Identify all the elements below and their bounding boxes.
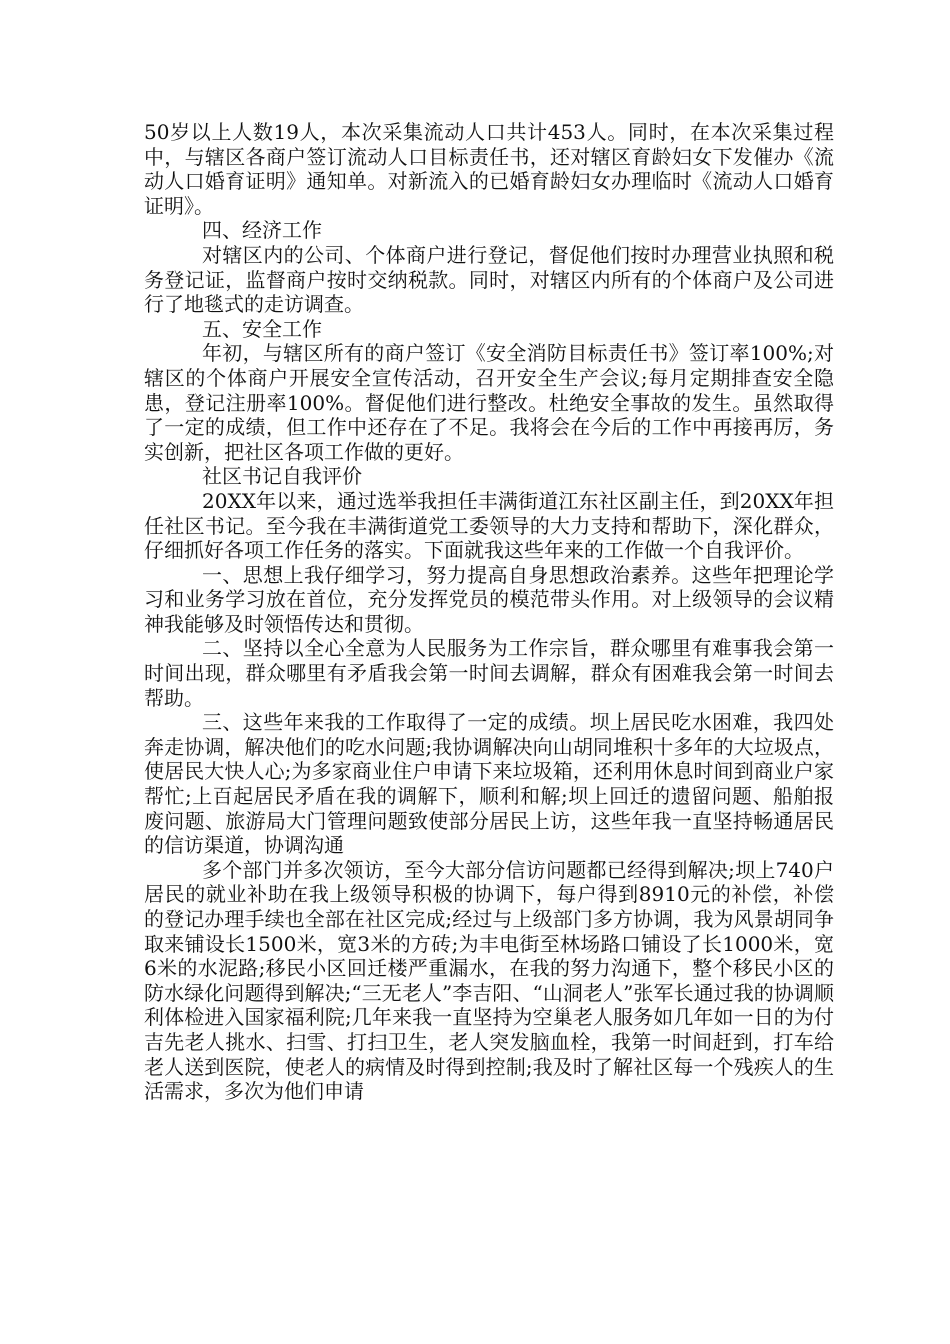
paragraph-point-one: 一、思想上我仔细学习，努力提高自身思想政治素养。这些年把理论学习和业务学习放在首位，充分发挥党员的模范带头作用。对上级领导的会议精神我能够及时领悟传达和贯彻。	[144, 562, 834, 636]
heading-economic-work: 四、经济工作	[202, 218, 322, 243]
heading-safety-work: 五、安全工作	[202, 316, 322, 341]
document-page	[144, 120, 834, 1104]
paragraph-economic-work: 对辖区内的公司、个体商户进行登记，督促他们按时办理营业执照和税务登记证，监督商户按时交纳税款。同时，对辖区内所有的个体商户及公司进行了地毯式的走访调查。	[144, 242, 834, 317]
section-title-self-evaluation: 社区书记自我评价	[202, 464, 362, 489]
paragraph-point-three: 三、这些年来我的工作取得了一定的成绩。坝上居民吃水困难，我四处奔走协调，解决他们的吃水问题;我协调解决向山胡同堆积十多年的大垃圾点，使居民大快人心;为多家商业住户申请下来垃圾箱，还利用休息时间到商业户家帮忙;上百起居民矛盾在我的调解下，顺利和解;坝上回迁的遗留问题、船舶报废问题、旅游局大门管理问题致使部分居民上访，这些年我一直坚持畅通居民的信访渠道，协调沟通	[144, 710, 834, 858]
paragraph-continuation: 多个部门并多次领访，至今大部分信访问题都已经得到解决;坝上740户居民的就业补助在我上级领导积极的协调下，每户得到8910元的补偿，补偿的登记办理手续也全部在社区完成;经过与上级部门多方协调，我为风景胡同争取来铺设长1500米，宽3米的方砖;为丰电街至林场路口铺设了长1000米，宽6米的水泥路;移民小区回迁楼严重漏水，在我的努力沟通下，整个移民小区的防水绿化问题得到解决;“三无老人”李吉阳、“山洞老人”张军长通过我的协调顺利体检进入国家福利院;几年来我一直坚持为空巢老人服务如几年如一日的为付吉先老人挑水、扫雪、打扫卫生，老人突发脑血栓，我第一时间赶到，打车给老人送到医院，使老人的病情及时得到控制;我及时了解社区每一个残疾人的生活需求，多次为他们申请	[144, 857, 834, 1104]
paragraph-safety-work: 年初，与辖区所有的商户签订《安全消防目标责任书》签订率100%;对辖区的个体商户开展安全宣传活动，召开安全生产会议;每月定期排查安全隐患，登记注册率100%。督促他们进行整改。杜绝安全事故的发生。虽然取得了一定的成绩，但工作中还存在了不足。我将会在今后的工作中再接再厉，务实创新，把社区各项工作做的更好。	[144, 341, 834, 464]
paragraph-intro: 20XX年以来，通过选举我担任丰满街道江东社区副主任，到20XX年担任社区书记。至今我在丰满街道党工委领导的大力支持和帮助下，深化群众，仔细抓好各项工作任务的落实。下面就我这些年来的工作做一个自我评价。	[144, 488, 834, 563]
paragraph-point-two: 二、坚持以全心全意为人民服务为工作宗旨，群众哪里有难事我会第一时间出现，群众哪里有矛盾我会第一时间去调解，群众有困难我会第一时间去帮助。	[144, 636, 834, 710]
paragraph-population-collection: 50岁以上人数19人，本次采集流动人口共计453人。同时，在本次采集过程中，与辖区各商户签订流动人口目标责任书，还对辖区育龄妇女下发催办《流动人口婚育证明》通知单。对新流入的已婚育龄妇女办理临时《流动人口婚育证明》。	[144, 120, 834, 218]
